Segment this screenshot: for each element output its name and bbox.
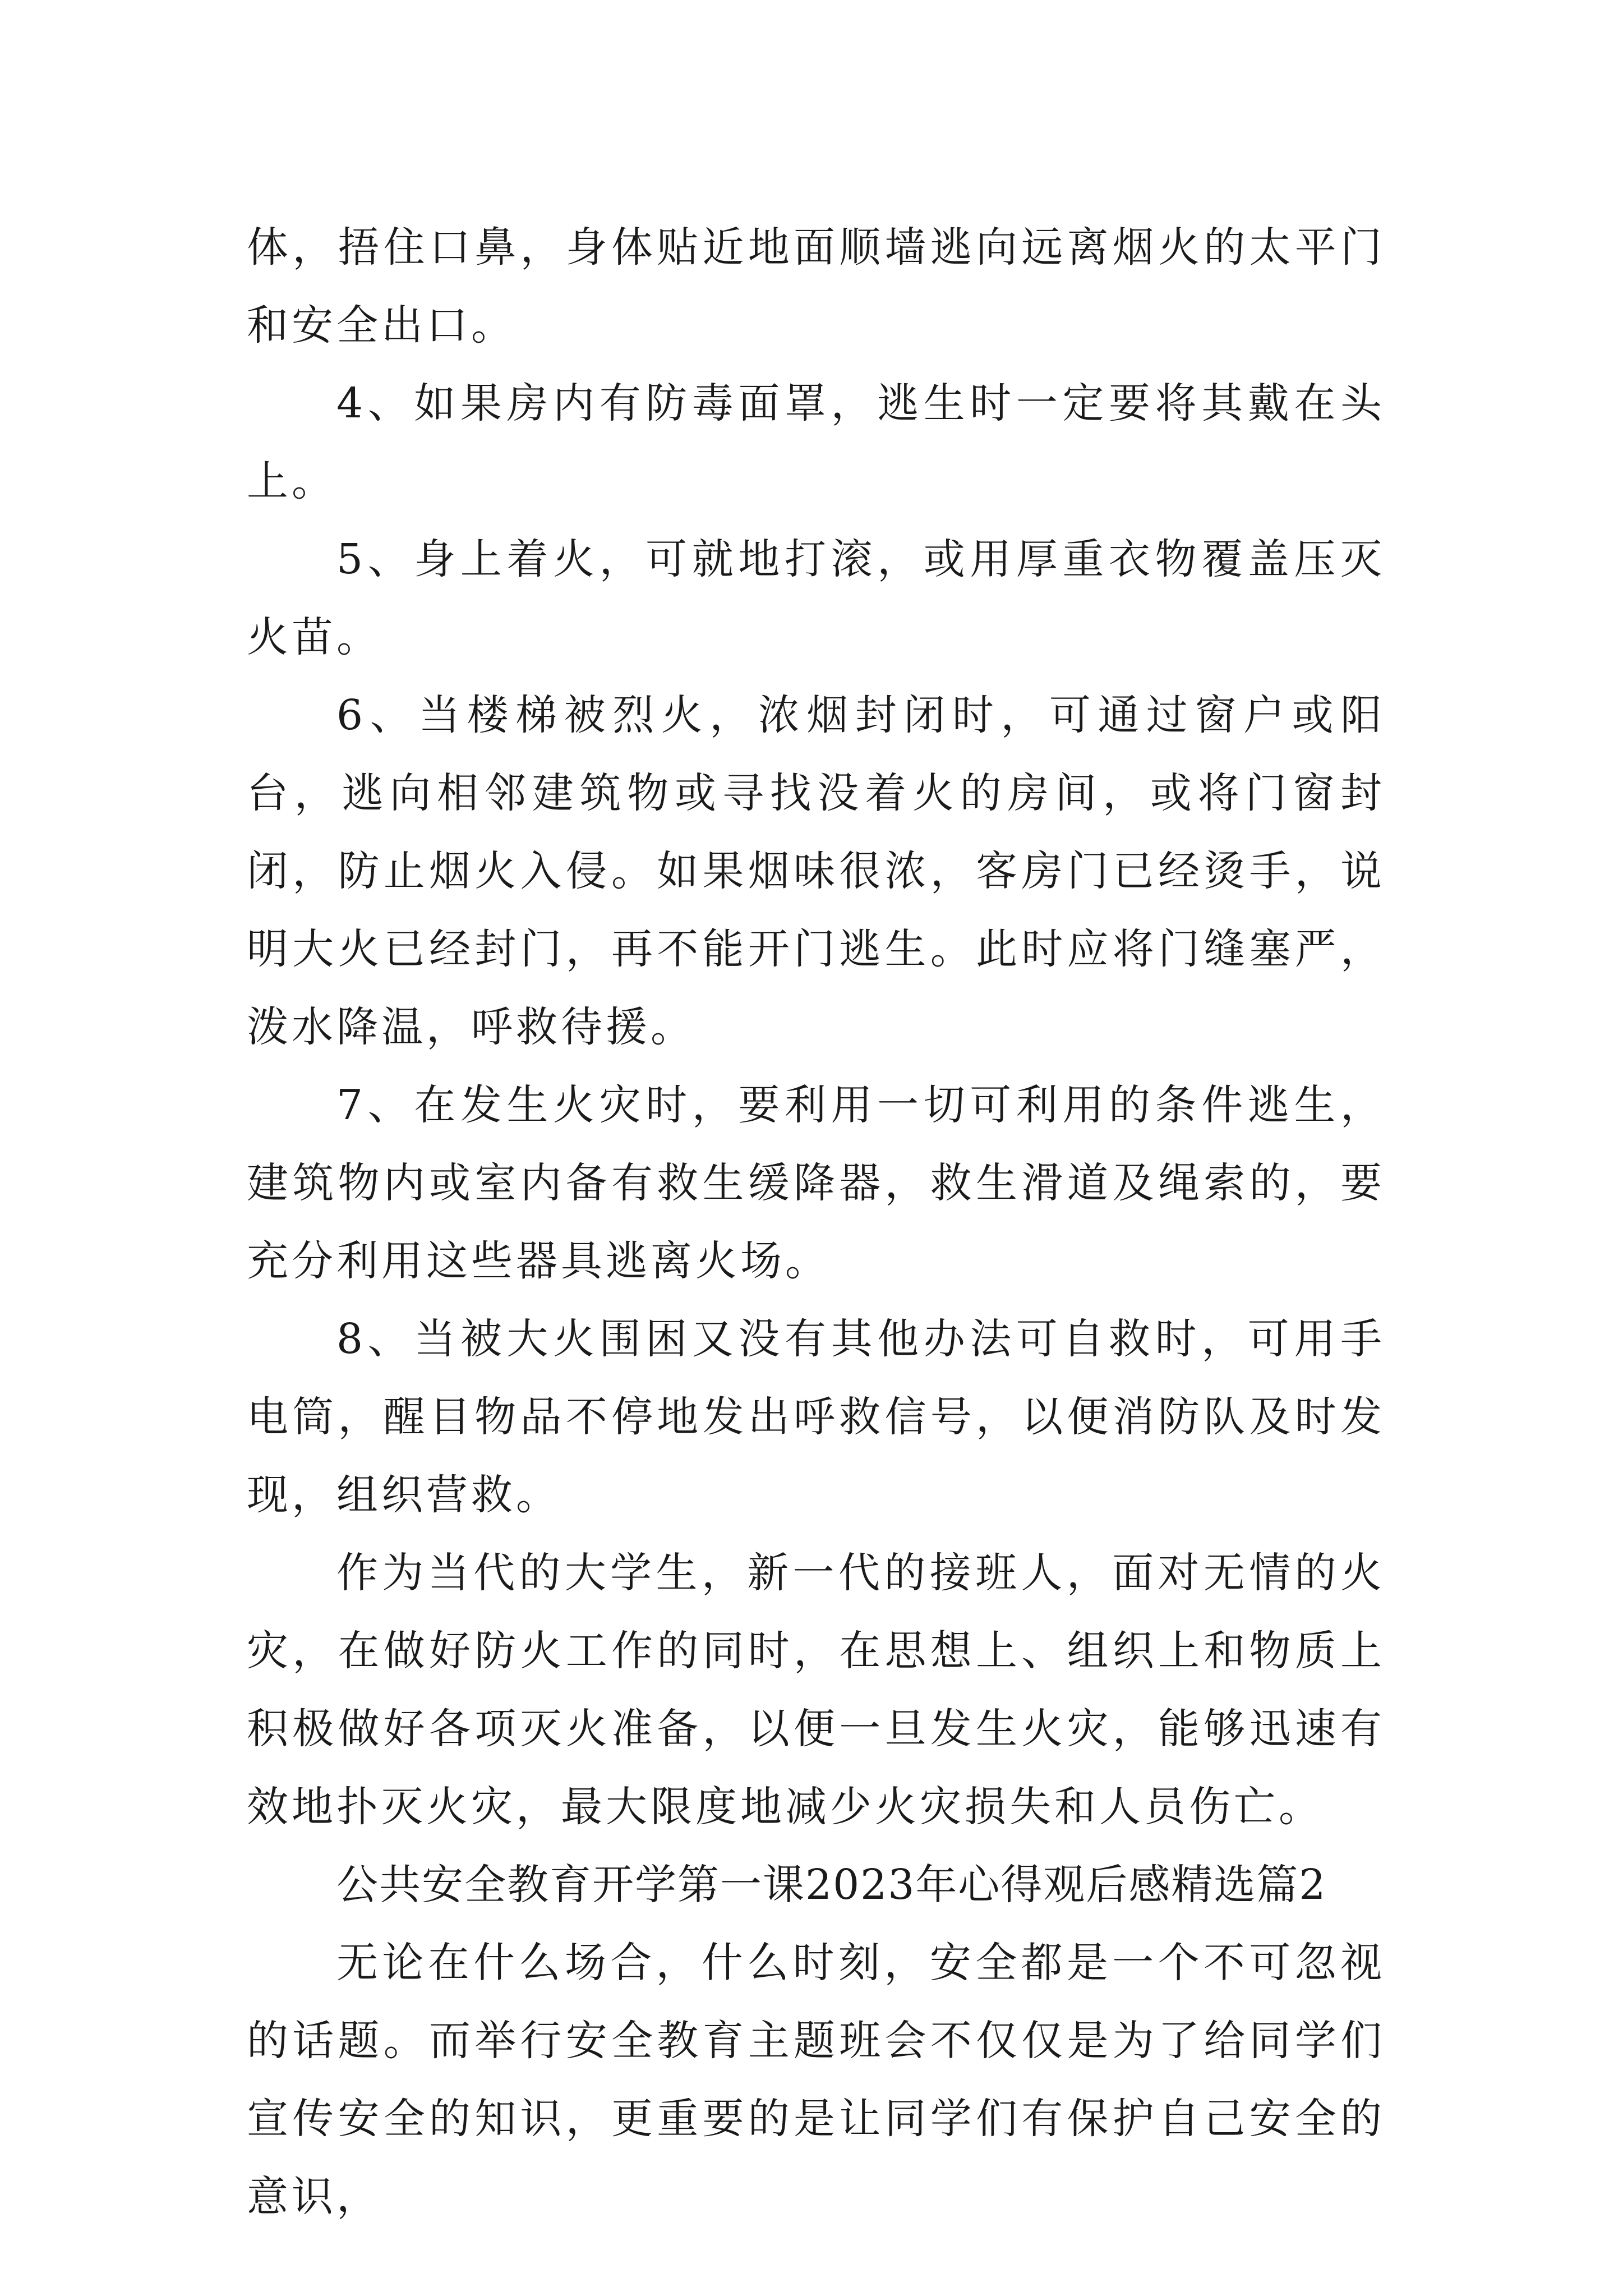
paragraph-item-5: 5、身上着火，可就地打滚，或用厚重衣物覆盖压灭火苗。 (247, 535, 1385, 661)
paragraph-item-6: 6、当楼梯被烈火，浓烟封闭时，可通过窗户或阳台，逃向相邻建筑物或寻找没着火的房间，或将门窗封闭，防止烟火入侵。如果烟味很浓，客房门已经烫手，说明大火已经封门，再不能开门逃生。此时应将门缝塞严，泼水降温，呼救待援。 (247, 691, 1385, 1051)
paragraph-section-2-intro: 无论在什么场合，什么时刻，安全都是一个不可忽视的话题。而举行安全教育主题班会不仅仅是为了给同学们宣传安全的知识，更重要的是让同学们有保护自己安全的意识， (247, 1939, 1385, 2221)
section-heading: 公共安全教育开学第一课2023年心得观后感精选篇2 (336, 1861, 1327, 1909)
paragraph-continuation: 体，捂住口鼻，身体贴近地面顺墙逃向远离烟火的太平门和安全出口。 (247, 223, 1385, 349)
document-body (247, 209, 1385, 2236)
paragraph-conclusion: 作为当代的大学生，新一代的接班人，面对无情的火灾，在做好防火工作的同时，在思想上、组织上和物质上积极做好各项灭火准备，以便一旦发生火灾，能够迅速有效地扑灭火灾，最大限度地减少火灾损失和人员伤亡。 (247, 1549, 1385, 1831)
paragraph-item-4: 4、如果房内有防毒面罩，逃生时一定要将其戴在头上。 (247, 379, 1385, 505)
paragraph-item-7: 7、在发生火灾时，要利用一切可利用的条件逃生，建筑物内或室内备有救生缓降器，救生滑道及绳索的，要充分利用这些器具逃离火场。 (247, 1081, 1385, 1285)
paragraph-item-8: 8、当被大火围困又没有其他办法可自救时，可用手电筒，醒目物品不停地发出呼救信号，以便消防队及时发现，组织营救。 (247, 1315, 1385, 1519)
